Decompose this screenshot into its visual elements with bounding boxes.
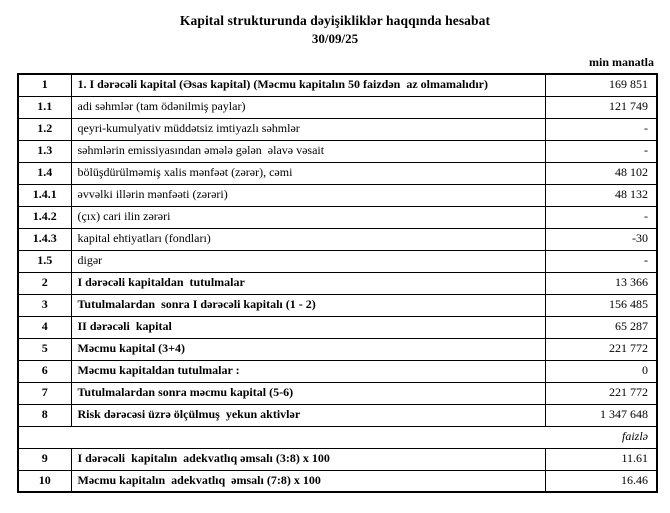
table-row — [18, 294, 657, 316]
table-row — [18, 228, 657, 250]
row-label: 1. I dərəcəli kapital (Əsas kapital) (Məcmu kapitalın 50 faizdən az olmamalıdır) — [71, 74, 545, 96]
table-row — [18, 360, 657, 382]
row-value: 221 772 — [545, 338, 657, 360]
row-number: 9 — [18, 448, 71, 470]
row-value: 48 102 — [545, 162, 657, 184]
table-row — [18, 140, 657, 162]
row-number: 1.5 — [18, 250, 71, 272]
percent-unit-label: faizlə — [18, 426, 657, 448]
row-number: 6 — [18, 360, 71, 382]
table-row — [18, 404, 657, 426]
table-body — [18, 74, 657, 492]
row-label: Tutulmalardan sonra I dərəcəli kapitalı (1 - 2) — [71, 294, 545, 316]
table-row — [18, 118, 657, 140]
table-row — [18, 338, 657, 360]
table-row — [18, 74, 657, 96]
page-title: Kapital strukturunda dəyişikliklər haqqında hesabat — [179, 13, 491, 28]
row-label: Tutulmalardan sonra məcmu kapital (5-6) — [71, 382, 545, 404]
row-number: 2 — [18, 272, 71, 294]
table-row — [18, 184, 657, 206]
title-block — [0, 0, 670, 47]
table-row — [18, 250, 657, 272]
row-value: 13 366 — [545, 272, 657, 294]
table-row — [18, 382, 657, 404]
row-value: - — [545, 140, 657, 162]
row-number: 7 — [18, 382, 71, 404]
row-label: Məcmu kapitaldan tutulmalar : — [71, 360, 545, 382]
row-value: 16.46 — [545, 470, 657, 492]
row-number: 1.4.2 — [18, 206, 71, 228]
row-value: 1 347 648 — [545, 404, 657, 426]
table-row — [18, 448, 657, 470]
row-value: - — [545, 206, 657, 228]
row-label: Məcmu kapital (3+4) — [71, 338, 545, 360]
row-number: 1.2 — [18, 118, 71, 140]
row-label: digər — [71, 250, 545, 272]
table-row — [18, 272, 657, 294]
row-number: 5 — [18, 338, 71, 360]
row-label: əvvəlki illərin mənfəəti (zərəri) — [71, 184, 545, 206]
row-label: Məcmu kapitalın adekvatlıq əmsalı (7:8) x 100 — [71, 470, 545, 492]
row-value: 0 — [545, 360, 657, 382]
report-date: 30/09/25 — [311, 31, 359, 46]
row-number: 1.4.1 — [18, 184, 71, 206]
row-value: 11.61 — [545, 448, 657, 470]
row-value: 156 485 — [545, 294, 657, 316]
row-value: 221 772 — [545, 382, 657, 404]
table-row — [18, 470, 657, 492]
row-label: bölüşdürülməmiş xalis mənfəət (zərər), cəmi — [71, 162, 545, 184]
row-label: I dərəcəli kapitaldan tutulmalar — [71, 272, 545, 294]
row-number: 1.1 — [18, 96, 71, 118]
row-value: 169 851 — [545, 74, 657, 96]
table-row — [18, 316, 657, 338]
row-number: 1 — [18, 74, 71, 96]
table-row — [18, 162, 657, 184]
row-number: 1.3 — [18, 140, 71, 162]
percent-separator-row — [18, 426, 657, 448]
row-number: 4 — [18, 316, 71, 338]
row-number: 1.4.3 — [18, 228, 71, 250]
row-label: qeyri-kumulyativ müddətsiz imtiyazlı səhmlər — [71, 118, 545, 140]
capital-structure-table — [17, 73, 658, 493]
row-value: 65 287 — [545, 316, 657, 338]
row-label: kapital ehtiyatları (fondları) — [71, 228, 545, 250]
row-number: 10 — [18, 470, 71, 492]
row-label: Risk dərəcəsi üzrə ölçülmuş yekun aktivlər — [71, 404, 545, 426]
row-value: 121 749 — [545, 96, 657, 118]
row-label: (çıx) cari ilin zərəri — [71, 206, 545, 228]
row-number: 3 — [18, 294, 71, 316]
row-value: 48 132 — [545, 184, 657, 206]
unit-note: min manatla — [588, 55, 654, 69]
row-number: 8 — [18, 404, 71, 426]
row-value: -30 — [545, 228, 657, 250]
row-number: 1.4 — [18, 162, 71, 184]
row-label: I dərəcəli kapitalın adekvatlıq əmsalı (3:8) x 100 — [71, 448, 545, 470]
row-label: səhmlərin emissiyasından əmələ gələn əlavə vəsait — [71, 140, 545, 162]
row-value: - — [545, 118, 657, 140]
row-value: - — [545, 250, 657, 272]
row-label: adi səhmlər (tam ödənilmiş paylar) — [71, 96, 545, 118]
table-row — [18, 96, 657, 118]
row-label: II dərəcəli kapital — [71, 316, 545, 338]
table-row — [18, 206, 657, 228]
